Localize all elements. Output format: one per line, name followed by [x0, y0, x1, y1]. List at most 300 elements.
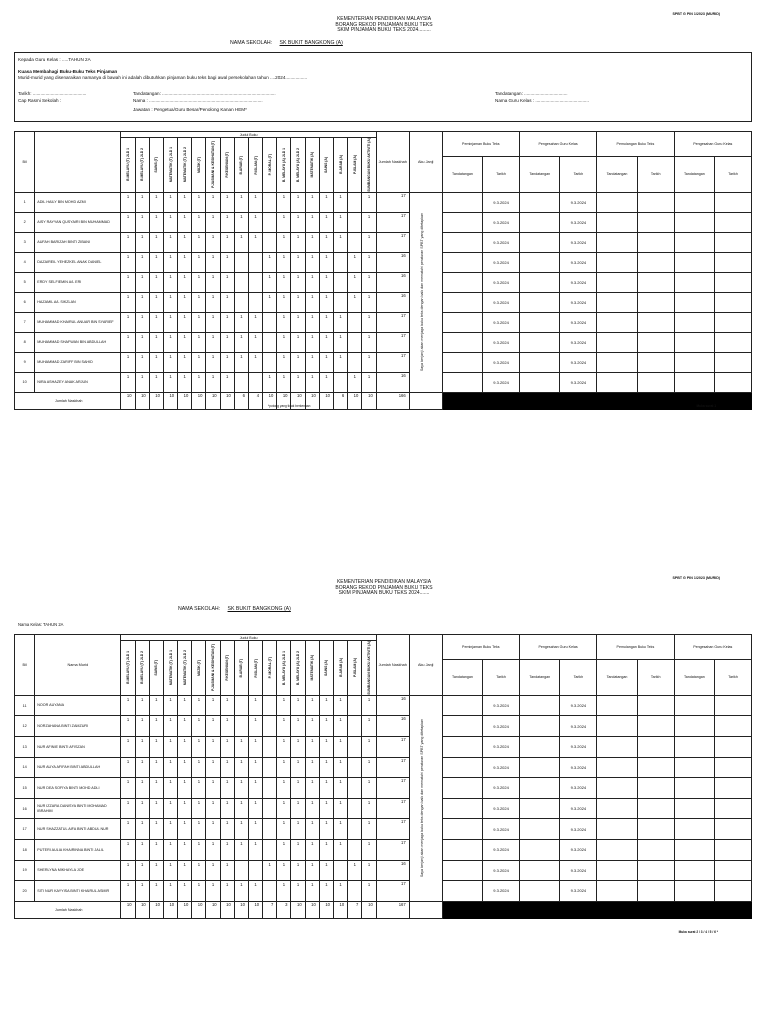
book-count-cell: 1	[319, 798, 333, 819]
return-cell[interactable]	[597, 757, 638, 778]
loan-signature-cell[interactable]	[442, 232, 483, 252]
book-title-header	[291, 641, 305, 696]
right-sign-line: Tandatangan: ..................................	[495, 91, 568, 96]
return-cell[interactable]	[674, 757, 715, 778]
book-count-cell: 1	[277, 695, 291, 716]
return-cell[interactable]	[715, 292, 752, 312]
book-count-cell	[334, 252, 348, 272]
column-total: 10	[348, 392, 362, 409]
book-count-cell: 1	[178, 372, 192, 392]
book-count-cell: 1	[319, 292, 333, 312]
loan-signature-cell[interactable]	[442, 332, 483, 352]
return-cell[interactable]	[637, 716, 674, 737]
return-cell[interactable]	[715, 778, 752, 799]
verify-date: 9.3.2024	[560, 332, 597, 352]
return-cell[interactable]	[715, 332, 752, 352]
school-line	[178, 606, 291, 612]
column-total: 6	[334, 392, 348, 409]
book-count-cell: 1	[149, 192, 163, 212]
loan-date: 9.3.2024	[483, 312, 520, 332]
column-total: 10	[121, 901, 135, 919]
return-cell[interactable]	[674, 736, 715, 757]
book-title-header	[334, 138, 348, 193]
teacher-signature-cell[interactable]	[519, 860, 560, 881]
book-count-cell: 1	[178, 695, 192, 716]
return-cell[interactable]	[637, 312, 674, 332]
table-row	[15, 272, 752, 292]
loan-date: 9.3.2024	[483, 212, 520, 232]
book-title: MATEMATIK (A)	[310, 152, 315, 178]
return-cell[interactable]	[674, 798, 715, 819]
loan-signature-cell[interactable]	[442, 312, 483, 332]
book-count-cell: 1	[121, 778, 135, 799]
book-count-cell	[263, 798, 277, 819]
book-count-cell: 1	[163, 757, 177, 778]
book-count-cell: 1	[334, 839, 348, 860]
return-cell[interactable]	[637, 352, 674, 372]
book-count-cell	[263, 695, 277, 716]
teacher-signature-cell[interactable]	[519, 292, 560, 312]
student-name: SHERLYNA MIKHAYLA JOE	[35, 860, 121, 881]
col-header-peminjaman: Peminjaman Buku Teks	[442, 132, 519, 157]
return-cell[interactable]	[637, 695, 674, 716]
teacher-signature-cell[interactable]	[519, 757, 560, 778]
teacher-signature-cell[interactable]	[519, 332, 560, 352]
book-count-cell: 1	[305, 232, 319, 252]
teacher-signature-cell[interactable]	[519, 881, 560, 902]
student-name: MUHAMMAD ZARIFF BIN SAHID	[35, 352, 121, 372]
return-cell[interactable]	[637, 778, 674, 799]
return-cell[interactable]	[674, 252, 715, 272]
col-header-pengesahan: Pengesahan Guru Kelas	[519, 132, 596, 157]
book-count-cell: 1	[248, 839, 262, 860]
return-cell[interactable]	[597, 192, 638, 212]
return-cell[interactable]	[674, 212, 715, 232]
return-cell[interactable]	[674, 778, 715, 799]
loan-date: 9.3.2024	[483, 192, 520, 212]
return-cell[interactable]	[674, 232, 715, 252]
return-cell[interactable]	[715, 312, 752, 332]
loan-signature-cell[interactable]	[442, 860, 483, 881]
book-count-cell	[348, 332, 362, 352]
book-count-cell: 1	[362, 292, 376, 312]
loan-signature-cell[interactable]	[442, 839, 483, 860]
column-total: 10	[248, 901, 262, 919]
book-count-cell: 1	[234, 232, 248, 252]
return-cell[interactable]	[674, 352, 715, 372]
book-count-cell: 1	[192, 860, 206, 881]
return-cell[interactable]	[715, 192, 752, 212]
return-cell[interactable]	[597, 798, 638, 819]
book-count-cell: 1	[319, 252, 333, 272]
student-name: NUR DEA SOFIYA BINTI MOHD ADLI	[35, 778, 121, 799]
return-cell[interactable]	[597, 292, 638, 312]
return-cell[interactable]	[597, 778, 638, 799]
return-cell[interactable]	[637, 819, 674, 840]
return-cell[interactable]	[597, 252, 638, 272]
return-cell[interactable]	[637, 736, 674, 757]
loan-signature-cell[interactable]	[442, 881, 483, 902]
return-cell[interactable]	[637, 232, 674, 252]
book-count-cell: 1	[291, 736, 305, 757]
authorization-box	[14, 52, 752, 122]
teacher-signature-cell[interactable]	[519, 212, 560, 232]
teacher-signature-cell[interactable]	[519, 352, 560, 372]
table-row	[15, 332, 752, 352]
col-header-pengesahan: Pengesahan Guru Kelas	[519, 635, 596, 660]
return-cell[interactable]	[715, 372, 752, 392]
book-count-cell: 1	[319, 860, 333, 881]
book-count-cell	[248, 372, 262, 392]
to-teacher: Kepada Guru Kelas : .....TAHUN 2A	[18, 57, 91, 62]
return-cell[interactable]	[597, 232, 638, 252]
book-count-cell: 1	[121, 352, 135, 372]
book-count-cell: 1	[178, 798, 192, 819]
return-cell[interactable]	[597, 736, 638, 757]
book-count-cell: 1	[277, 272, 291, 292]
teacher-signature-cell[interactable]	[519, 232, 560, 252]
return-cell[interactable]	[715, 860, 752, 881]
col-header-tandatangan: Tandatangan	[674, 659, 715, 695]
book-count-cell: 1	[135, 778, 149, 799]
column-total: 10	[319, 392, 333, 409]
book-count-cell: 1	[248, 212, 262, 232]
teacher-signature-cell[interactable]	[519, 192, 560, 212]
return-cell[interactable]	[597, 695, 638, 716]
loan-signature-cell[interactable]	[442, 372, 483, 392]
col-header-tarikh: Tarikh	[560, 659, 597, 695]
teacher-signature-cell[interactable]	[519, 839, 560, 860]
return-cell[interactable]	[674, 372, 715, 392]
book-count-cell: 1	[334, 819, 348, 840]
return-cell[interactable]	[637, 212, 674, 232]
book-count-cell: 1	[135, 757, 149, 778]
col-header-bil: Bil	[15, 132, 35, 193]
col-header-tarikh: Tarikh	[560, 156, 597, 192]
book-count-cell: 1	[149, 778, 163, 799]
book-count-cell: 1	[163, 819, 177, 840]
loan-signature-cell[interactable]	[442, 212, 483, 232]
book-count-cell: 1	[362, 312, 376, 332]
return-cell[interactable]	[597, 332, 638, 352]
book-count-cell: 1	[305, 252, 319, 272]
return-cell[interactable]	[597, 819, 638, 840]
book-title: MATEMATIK (T) JLD 1	[168, 147, 173, 183]
column-total: 10	[291, 901, 305, 919]
teacher-signature-cell[interactable]	[519, 695, 560, 716]
return-cell[interactable]	[597, 272, 638, 292]
book-count-cell: 1	[135, 292, 149, 312]
teacher-signature-cell[interactable]	[519, 778, 560, 799]
book-count-cell: 1	[121, 292, 135, 312]
loan-signature-cell[interactable]	[442, 695, 483, 716]
table-row	[15, 192, 752, 212]
totals-empty	[409, 392, 442, 409]
loan-signature-cell[interactable]	[442, 819, 483, 840]
book-count-cell: 1	[319, 778, 333, 799]
book-count-cell	[263, 312, 277, 332]
book-count-cell: 1	[149, 292, 163, 312]
return-cell[interactable]	[637, 252, 674, 272]
book-title-header	[206, 138, 220, 193]
book-title-header	[178, 138, 192, 193]
book-count-cell: 1	[192, 716, 206, 737]
book-count-cell: 1	[220, 312, 234, 332]
return-cell[interactable]	[637, 332, 674, 352]
book-title-header	[149, 138, 163, 193]
book-title-header	[178, 641, 192, 696]
loan-table-2-wrap	[14, 634, 752, 919]
verify-date: 9.3.2024	[560, 881, 597, 902]
book-count-cell: 1	[121, 695, 135, 716]
loan-signature-cell[interactable]	[442, 778, 483, 799]
book-count-cell: 1	[248, 778, 262, 799]
book-count-cell: 1	[234, 736, 248, 757]
book-count-cell: 1	[163, 212, 177, 232]
book-count-cell: 1	[334, 232, 348, 252]
book-title-header	[121, 641, 135, 696]
col-header-tarikh: Tarikh	[483, 659, 520, 695]
return-cell[interactable]	[637, 757, 674, 778]
loan-date: 9.3.2024	[483, 252, 520, 272]
book-count-cell: 1	[178, 881, 192, 902]
row-number: 17	[15, 819, 35, 840]
return-cell[interactable]	[715, 212, 752, 232]
book-count-cell: 1	[334, 778, 348, 799]
book-count-cell: 1	[192, 757, 206, 778]
return-cell[interactable]	[715, 839, 752, 860]
date-line: Tarikh: ..........................................	[18, 91, 87, 96]
book-title-header	[277, 138, 291, 193]
teacher-signature-cell[interactable]	[519, 819, 560, 840]
book-count-cell: 1	[149, 757, 163, 778]
return-cell[interactable]	[637, 292, 674, 312]
return-cell[interactable]	[674, 860, 715, 881]
book-count-cell: 1	[178, 272, 192, 292]
book-count-cell: 1	[305, 881, 319, 902]
loan-signature-cell[interactable]	[442, 292, 483, 312]
return-cell[interactable]	[637, 372, 674, 392]
return-cell[interactable]	[597, 352, 638, 372]
totals-blackout	[442, 901, 751, 919]
return-cell[interactable]	[637, 881, 674, 902]
return-cell[interactable]	[674, 716, 715, 737]
return-cell[interactable]	[597, 372, 638, 392]
book-title-header	[192, 641, 206, 696]
book-count-cell: 1	[234, 881, 248, 902]
loan-signature-cell[interactable]	[442, 252, 483, 272]
teacher-signature-cell[interactable]	[519, 736, 560, 757]
book-count-cell: 1	[277, 839, 291, 860]
book-count-cell: 1	[334, 716, 348, 737]
return-cell[interactable]	[715, 352, 752, 372]
book-count-cell	[234, 292, 248, 312]
return-cell[interactable]	[674, 332, 715, 352]
book-count-cell: 1	[305, 798, 319, 819]
book-title-header	[319, 641, 333, 696]
book-title-header	[121, 138, 135, 193]
verify-date: 9.3.2024	[560, 312, 597, 332]
book-count-cell: 1	[263, 292, 277, 312]
book-title-header	[248, 138, 262, 193]
return-cell[interactable]	[597, 716, 638, 737]
teacher-signature-cell[interactable]	[519, 252, 560, 272]
teacher-signature-cell[interactable]	[519, 372, 560, 392]
return-cell[interactable]	[715, 881, 752, 902]
book-title-header	[163, 641, 177, 696]
row-number: 13	[15, 736, 35, 757]
stamp-line: Cap Rasmi Sekolah :	[18, 98, 62, 103]
book-count-cell: 1	[277, 778, 291, 799]
table-row	[15, 212, 752, 232]
row-number: 12	[15, 716, 35, 737]
book-title-header	[220, 641, 234, 696]
return-cell[interactable]	[674, 839, 715, 860]
return-cell[interactable]	[637, 272, 674, 292]
return-cell[interactable]	[715, 736, 752, 757]
return-cell[interactable]	[715, 757, 752, 778]
return-cell[interactable]	[674, 695, 715, 716]
pledge-cell	[409, 192, 442, 392]
book-count-cell: 1	[206, 757, 220, 778]
book-count-cell: 1	[277, 352, 291, 372]
book-count-cell: 1	[291, 252, 305, 272]
student-name: AUFAH BARIZAH BINTI ZIBANI	[35, 232, 121, 252]
teacher-signature-cell[interactable]	[519, 312, 560, 332]
return-cell[interactable]	[715, 716, 752, 737]
return-cell[interactable]	[597, 839, 638, 860]
loan-date: 9.3.2024	[483, 292, 520, 312]
class-line: Nama Kelas: TAHUN 2A	[18, 622, 64, 627]
book-count-cell: 1	[121, 212, 135, 232]
book-count-cell: 1	[334, 695, 348, 716]
loan-date: 9.3.2024	[483, 272, 520, 292]
return-cell[interactable]	[674, 312, 715, 332]
book-count-cell: 1	[291, 272, 305, 292]
return-cell[interactable]	[637, 192, 674, 212]
book-count-cell: 1	[277, 736, 291, 757]
row-total: 16	[376, 716, 409, 737]
book-count-cell	[348, 192, 362, 212]
book-count-cell: 1	[121, 272, 135, 292]
book-title: SAINS (T)	[154, 157, 159, 173]
return-cell[interactable]	[637, 860, 674, 881]
book-count-cell: 1	[192, 272, 206, 292]
loan-signature-cell[interactable]	[442, 757, 483, 778]
book-count-cell: 1	[149, 819, 163, 840]
col-header-peminjaman: Peminjaman Buku Teks	[442, 635, 519, 660]
book-count-cell: 1	[277, 881, 291, 902]
book-title: B. MELAYU (A) JLD 2	[296, 147, 301, 182]
return-cell[interactable]	[597, 881, 638, 902]
return-cell[interactable]	[715, 232, 752, 252]
book-count-cell: 1	[305, 839, 319, 860]
book-count-cell: 1	[135, 881, 149, 902]
book-count-cell: 1	[178, 232, 192, 252]
return-cell[interactable]	[674, 292, 715, 312]
book-count-cell: 1	[362, 860, 376, 881]
column-total: 10	[206, 901, 220, 919]
return-cell[interactable]	[715, 819, 752, 840]
table-row	[15, 819, 752, 840]
teacher-signature-cell[interactable]	[519, 716, 560, 737]
book-count-cell: 1	[192, 312, 206, 332]
book-count-cell: 1	[149, 716, 163, 737]
loan-signature-cell[interactable]	[442, 716, 483, 737]
book-count-cell: 1	[135, 232, 149, 252]
return-cell[interactable]	[715, 695, 752, 716]
teacher-signature-cell[interactable]	[519, 272, 560, 292]
book-title: B.MELAYU (T) JLD 1	[126, 148, 130, 182]
return-cell[interactable]	[597, 312, 638, 332]
row-total: 17	[376, 881, 409, 902]
book-count-cell: 1	[305, 352, 319, 372]
book-count-cell: 1	[149, 272, 163, 292]
book-title: B.ARAB (A)	[338, 658, 343, 678]
book-count-cell: 1	[149, 860, 163, 881]
book-count-cell: 1	[121, 232, 135, 252]
column-total: 10	[305, 901, 319, 919]
book-count-cell: 1	[263, 372, 277, 392]
column-total: 6	[234, 392, 248, 409]
loan-signature-cell[interactable]	[442, 272, 483, 292]
book-count-cell: 1	[305, 192, 319, 212]
book-count-cell	[348, 798, 362, 819]
col-header-tarikh: Tarikh	[637, 156, 674, 192]
book-count-cell: 1	[135, 332, 149, 352]
book-count-cell: 1	[192, 232, 206, 252]
book-count-cell: 1	[121, 252, 135, 272]
loan-signature-cell[interactable]	[442, 736, 483, 757]
loan-date: 9.3.2024	[483, 819, 520, 840]
column-total: 10	[149, 901, 163, 919]
book-count-cell	[248, 252, 262, 272]
row-total: 16	[376, 292, 409, 312]
return-cell[interactable]	[597, 860, 638, 881]
col-header-pengesahan-2: Pengesahan Guru Kelas	[674, 635, 751, 660]
book-title: P.ISLAM (T)	[253, 155, 258, 175]
loan-signature-cell[interactable]	[442, 798, 483, 819]
book-count-cell	[348, 716, 362, 737]
book-count-cell: 1	[135, 839, 149, 860]
return-cell[interactable]	[674, 192, 715, 212]
loan-signature-cell[interactable]	[442, 192, 483, 212]
return-cell[interactable]	[715, 272, 752, 292]
teacher-signature-cell[interactable]	[519, 798, 560, 819]
return-cell[interactable]	[597, 212, 638, 232]
book-title: B.MELAYU (T) JLD 2	[140, 651, 145, 685]
return-cell[interactable]	[715, 252, 752, 272]
book-title: SAINS (A)	[324, 156, 329, 173]
return-cell[interactable]	[674, 881, 715, 902]
return-cell[interactable]	[715, 798, 752, 819]
book-count-cell: 1	[163, 798, 177, 819]
book-count-cell: 1	[206, 372, 220, 392]
return-cell[interactable]	[637, 798, 674, 819]
book-count-cell: 1	[135, 312, 149, 332]
return-cell[interactable]	[674, 819, 715, 840]
verify-date: 9.3.2024	[560, 695, 597, 716]
return-cell[interactable]	[637, 839, 674, 860]
verify-date: 9.3.2024	[560, 798, 597, 819]
return-cell[interactable]	[674, 272, 715, 292]
book-count-cell	[334, 860, 348, 881]
book-count-cell: 1	[305, 372, 319, 392]
loan-signature-cell[interactable]	[442, 352, 483, 372]
book-count-cell: 1	[277, 292, 291, 312]
column-total: 10	[178, 392, 192, 409]
table-row	[15, 839, 752, 860]
